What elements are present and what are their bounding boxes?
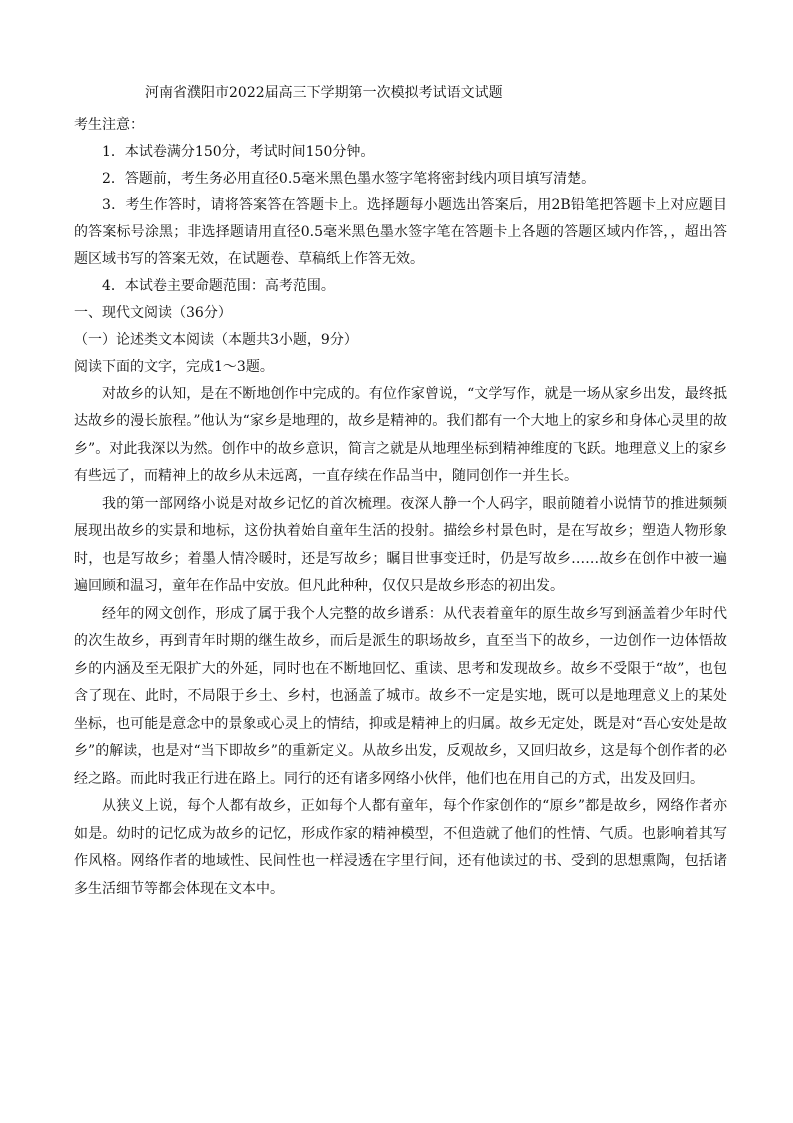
notice-heading: 考生注意： bbox=[74, 117, 144, 133]
notice-item: 2．答题前，考生务必用直径0.5毫米黑色墨水签字笔将密封线内项目填写清楚。 bbox=[102, 170, 596, 187]
notice-item: 1．本试卷满分150分，考试时间150分钟。 bbox=[102, 143, 375, 160]
subsection-heading: （一）论述类文本阅读（本题共3小题，9分） bbox=[74, 331, 358, 348]
section-heading: 一、现代文阅读（36分） bbox=[74, 305, 232, 322]
document-title: 河南省濮阳市2022届高三下学期第一次模拟考试语文试题 bbox=[145, 85, 503, 101]
passage-paragraph: 从狭义上说，每个人都有故乡，正如每个人都有童年，每个作家创作的“原乡”都是故乡，网络作者亦如是。幼时的记忆成为故乡的记忆，形成作家的精神模型，不但造就了他们的性情、气质。也影响着其写作风格。网络作者的地域性、民间性也一样浸透在字里行间，还有他读过的书、受到的思想熏陶，包括诸多生活细节等都会体现在文本中。 bbox=[74, 798, 727, 897]
reading-instruction: 阅读下面的文字，完成1～3题。 bbox=[74, 358, 274, 375]
notice-item: 3．考生作答时，请将答案答在答题卡上。选择题每小题选出答案后，用2B铅笔把答题卡上对应题目的答案标号涂黑；非选择题请用直径0.5毫米黑色墨水签字笔在答题卡上各题的答题区域内作答，，超出答题区域书写的答案无效，在试题卷、草稿纸上作答无效。 bbox=[74, 197, 727, 268]
passage-paragraph: 经年的网文创作，形成了属于我个人完整的故乡谱系：从代表着童年的原生故乡写到涵盖着少年时代的次生故乡，再到青年时期的继生故乡，而后是派生的职场故乡，直至当下的故乡，一边创作一边体悟故乡的内涵及至无限扩大的外延，同时也在不断地回忆、重读、思考和发现故乡。故乡不受限于“故”，也包含了现在、此时，不局限于乡土、乡村，也涵盖了城市。故乡不一定是实地，既可以是地理意义上的某处坐标，也可能是意念中的景象或心灵上的情结，抑或是精神上的归属。故乡无定处，既是对“吾心安处是故乡”的解读，也是对“当下即故乡”的重新定义。从故乡出发，反观故乡，又回归故乡，这是每个创作者的必经之路。而此时我正行进在路上。同行的还有诸多网络小伙伴，他们也在用自己的方式，出发及回归。 bbox=[74, 605, 727, 787]
document-body bbox=[74, 112, 727, 903]
notice-item: 4．本试卷主要命题范围：高考范围。 bbox=[102, 278, 335, 295]
passage-paragraph: 对故乡的认知，是在不断地创作中完成的。有位作家曾说，“文学写作，就是一场从家乡出发，最终抵达故乡的漫长旅程。”他认为“家乡是地理的，故乡是精神的。我们都有一个大地上的家乡和身体心灵里的故乡”。对此我深以为然。创作中的故乡意识，简言之就是从地理坐标到精神维度的飞跃。地理意义上的家乡有些远了，而精神上的故乡从未远离，一直存续在作品当中，随同创作一并生长。 bbox=[74, 385, 727, 485]
passage-paragraph: 我的第一部网络小说是对故乡记忆的首次梳理。夜深人静一个人码字，眼前随着小说情节的推进频频展现出故乡的实景和地标，这份执着始自童年生活的投射。描绘乡村景色时，是在写故乡；塑造人物形象时，也是写故乡；着墨人情冷暖时，还是写故乡；瞩目世事变迁时，仍是写故乡……故乡在创作中被一遍遍回顾和温习，童年在作品中安放。但凡此种种，仅仅只是故乡形态的初出发。 bbox=[74, 495, 727, 595]
